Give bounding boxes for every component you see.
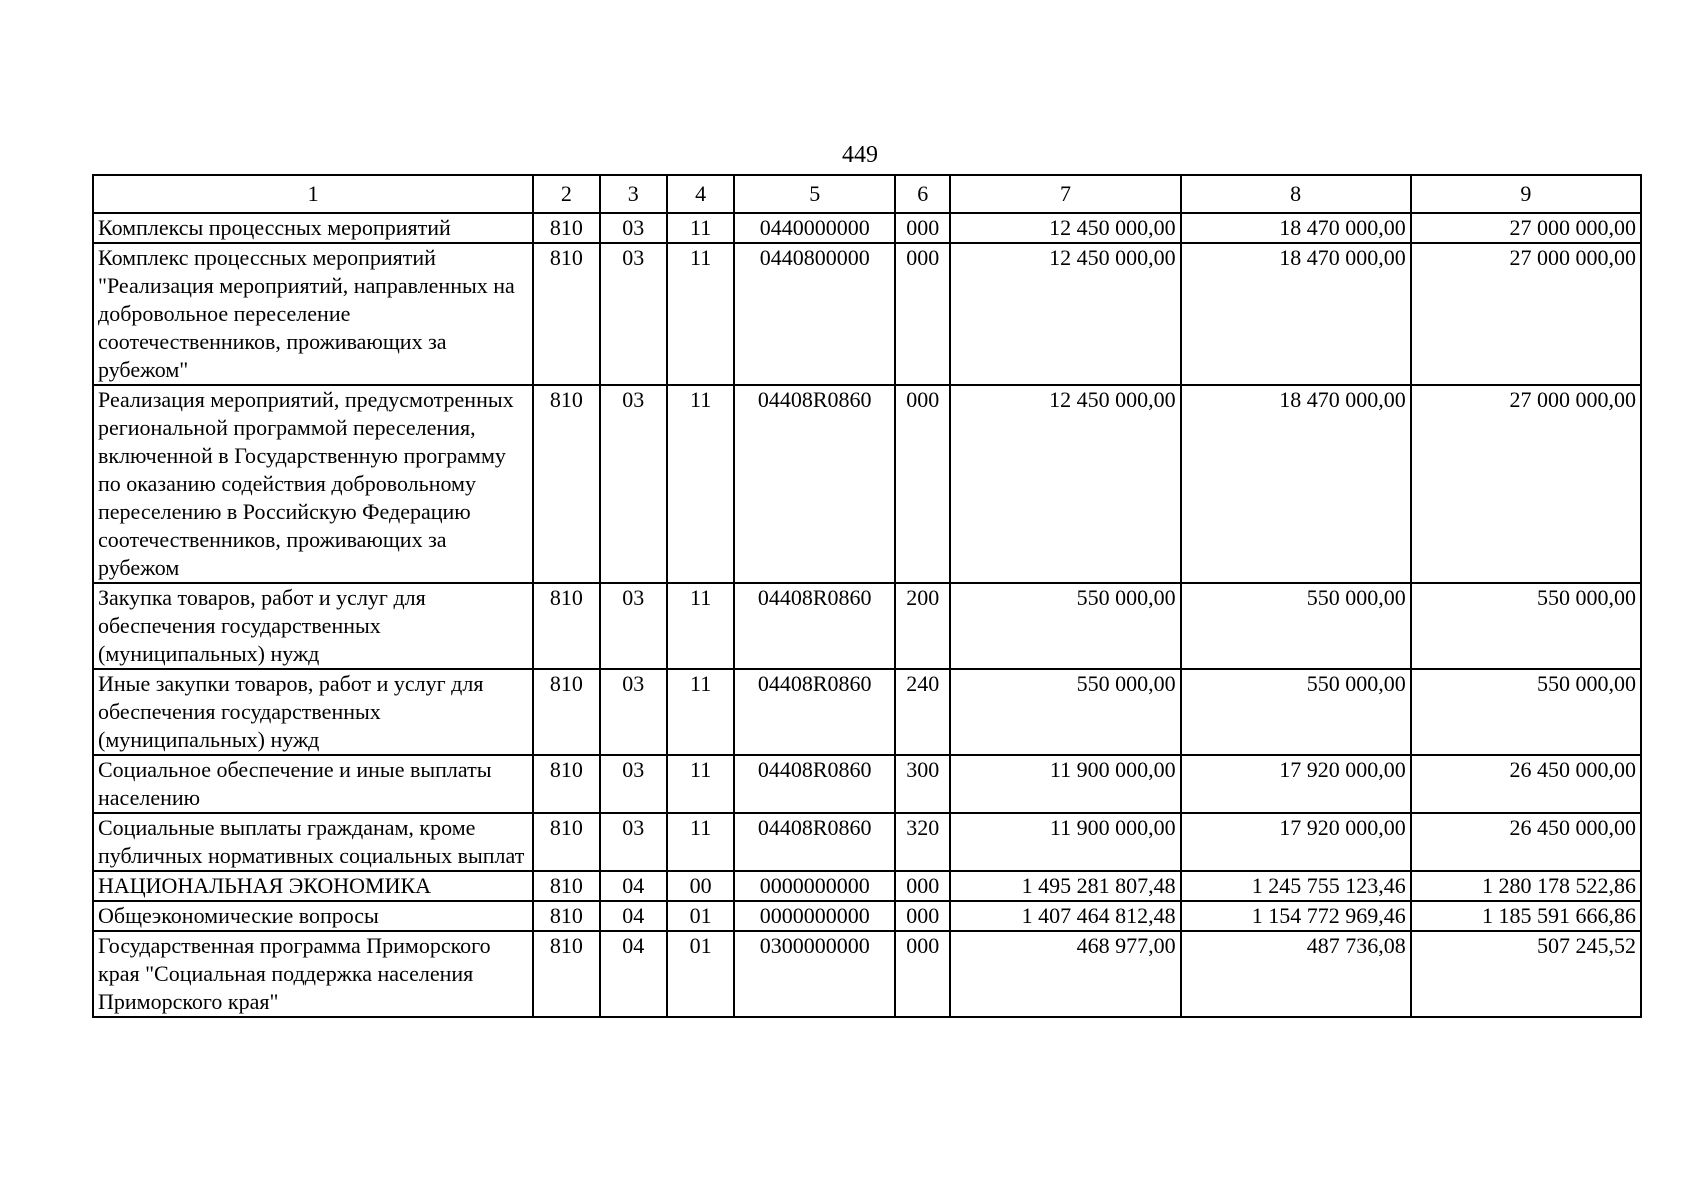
row-code-3: 03: [600, 385, 667, 583]
row-amount-8: 18 470 000,00: [1181, 385, 1411, 583]
table-row: [93, 243, 1641, 385]
row-amount-7: 1 495 281 807,48: [950, 871, 1180, 901]
row-name: Закупка товаров, работ и услуг для обеспечения государственных (муниципальных) нужд: [93, 583, 533, 669]
header-cell-4: 4: [667, 175, 734, 213]
row-code-2: 810: [533, 813, 599, 871]
row-name: Социальное обеспечение и иные выплаты населению: [93, 755, 533, 813]
row-amount-7: 550 000,00: [950, 583, 1180, 669]
row-code-5: 04408R0860: [734, 755, 895, 813]
row-amount-9: 550 000,00: [1411, 669, 1641, 755]
row-code-4: 11: [667, 669, 734, 755]
row-code-2: 810: [533, 243, 599, 385]
row-code-3: 03: [600, 813, 667, 871]
header-cell-1: 1: [93, 175, 533, 213]
row-amount-9: 27 000 000,00: [1411, 385, 1641, 583]
row-code-6: 200: [895, 583, 950, 669]
header-cell-6: 6: [895, 175, 950, 213]
row-code-3: 04: [600, 901, 667, 931]
row-amount-8: 550 000,00: [1181, 669, 1411, 755]
row-code-6: 000: [895, 213, 950, 243]
row-code-5: 04408R0860: [734, 583, 895, 669]
row-amount-9: 26 450 000,00: [1411, 755, 1641, 813]
row-amount-7: 12 450 000,00: [950, 213, 1180, 243]
row-name: Реализация мероприятий, предусмотренных региональной программой переселения, включенной в Государственную программу по оказанию содействия добровольному переселению в Российскую Федерацию соотечественников, проживающих за рубежом: [93, 385, 533, 583]
row-amount-8: 17 920 000,00: [1181, 813, 1411, 871]
header-cell-2: 2: [533, 175, 599, 213]
row-amount-7: 468 977,00: [950, 931, 1180, 1017]
budget-table: [92, 174, 1642, 1018]
table-row: [93, 755, 1641, 813]
row-amount-9: 27 000 000,00: [1411, 213, 1641, 243]
row-amount-9: 27 000 000,00: [1411, 243, 1641, 385]
header-cell-8: 8: [1181, 175, 1411, 213]
row-code-5: 04408R0860: [734, 813, 895, 871]
page-number: 449: [842, 142, 878, 168]
table-row: [93, 813, 1641, 871]
row-code-4: 11: [667, 243, 734, 385]
row-code-4: 01: [667, 931, 734, 1017]
row-code-6: 240: [895, 669, 950, 755]
row-code-2: 810: [533, 755, 599, 813]
row-amount-8: 18 470 000,00: [1181, 243, 1411, 385]
header-row: [93, 175, 1641, 213]
row-code-3: 03: [600, 213, 667, 243]
row-code-6: 300: [895, 755, 950, 813]
header-cell-9: 9: [1411, 175, 1641, 213]
row-code-5: 0440800000: [734, 243, 895, 385]
row-code-5: 0300000000: [734, 931, 895, 1017]
row-code-3: 03: [600, 583, 667, 669]
header-cell-7: 7: [950, 175, 1180, 213]
table-row: [93, 213, 1641, 243]
row-amount-8: 1 154 772 969,46: [1181, 901, 1411, 931]
row-name: Общеэкономические вопросы: [93, 901, 533, 931]
row-code-2: 810: [533, 385, 599, 583]
row-code-2: 810: [533, 901, 599, 931]
row-amount-8: 487 736,08: [1181, 931, 1411, 1017]
row-code-4: 01: [667, 901, 734, 931]
row-code-6: 000: [895, 931, 950, 1017]
row-code-4: 00: [667, 871, 734, 901]
row-name: Иные закупки товаров, работ и услуг для обеспечения государственных (муниципальных) нужд: [93, 669, 533, 755]
row-code-5: 0440000000: [734, 213, 895, 243]
row-name: Комплекс процессных мероприятий "Реализация мероприятий, направленных на добровольное переселение соотечественников, проживающих за рубежом": [93, 243, 533, 385]
table-row: [93, 871, 1641, 901]
row-code-5: 0000000000: [734, 871, 895, 901]
row-code-2: 810: [533, 871, 599, 901]
row-code-4: 11: [667, 385, 734, 583]
row-code-5: 0000000000: [734, 901, 895, 931]
row-amount-8: 18 470 000,00: [1181, 213, 1411, 243]
row-amount-8: 17 920 000,00: [1181, 755, 1411, 813]
header-cell-5: 5: [734, 175, 895, 213]
row-amount-9: 26 450 000,00: [1411, 813, 1641, 871]
row-code-3: 03: [600, 755, 667, 813]
row-code-5: 04408R0860: [734, 669, 895, 755]
row-amount-7: 11 900 000,00: [950, 813, 1180, 871]
row-amount-7: 550 000,00: [950, 669, 1180, 755]
row-code-5: 04408R0860: [734, 385, 895, 583]
row-amount-9: 507 245,52: [1411, 931, 1641, 1017]
row-amount-7: 1 407 464 812,48: [950, 901, 1180, 931]
table-row: [93, 385, 1641, 583]
row-name: Социальные выплаты гражданам, кроме публичных нормативных социальных выплат: [93, 813, 533, 871]
row-code-4: 11: [667, 213, 734, 243]
table-row: [93, 669, 1641, 755]
row-amount-9: 1 280 178 522,86: [1411, 871, 1641, 901]
row-code-2: 810: [533, 669, 599, 755]
row-code-3: 03: [600, 243, 667, 385]
row-code-4: 11: [667, 755, 734, 813]
row-code-3: 04: [600, 871, 667, 901]
row-code-3: 04: [600, 931, 667, 1017]
row-name: Государственная программа Приморского края "Социальная поддержка населения Приморского края": [93, 931, 533, 1017]
row-code-2: 810: [533, 583, 599, 669]
row-amount-9: 550 000,00: [1411, 583, 1641, 669]
table-row: [93, 931, 1641, 1017]
row-code-4: 11: [667, 583, 734, 669]
row-name: НАЦИОНАЛЬНАЯ ЭКОНОМИКА: [93, 871, 533, 901]
row-amount-7: 12 450 000,00: [950, 243, 1180, 385]
row-amount-9: 1 185 591 666,86: [1411, 901, 1641, 931]
header-cell-3: 3: [600, 175, 667, 213]
table-row: [93, 901, 1641, 931]
row-code-2: 810: [533, 213, 599, 243]
row-code-4: 11: [667, 813, 734, 871]
row-amount-8: 550 000,00: [1181, 583, 1411, 669]
row-amount-7: 11 900 000,00: [950, 755, 1180, 813]
row-code-2: 810: [533, 931, 599, 1017]
row-code-6: 000: [895, 243, 950, 385]
row-code-3: 03: [600, 669, 667, 755]
row-code-6: 000: [895, 901, 950, 931]
row-code-6: 000: [895, 385, 950, 583]
row-name: Комплексы процессных мероприятий: [93, 213, 533, 243]
row-amount-8: 1 245 755 123,46: [1181, 871, 1411, 901]
row-amount-7: 12 450 000,00: [950, 385, 1180, 583]
row-code-6: 320: [895, 813, 950, 871]
table-row: [93, 583, 1641, 669]
row-code-6: 000: [895, 871, 950, 901]
